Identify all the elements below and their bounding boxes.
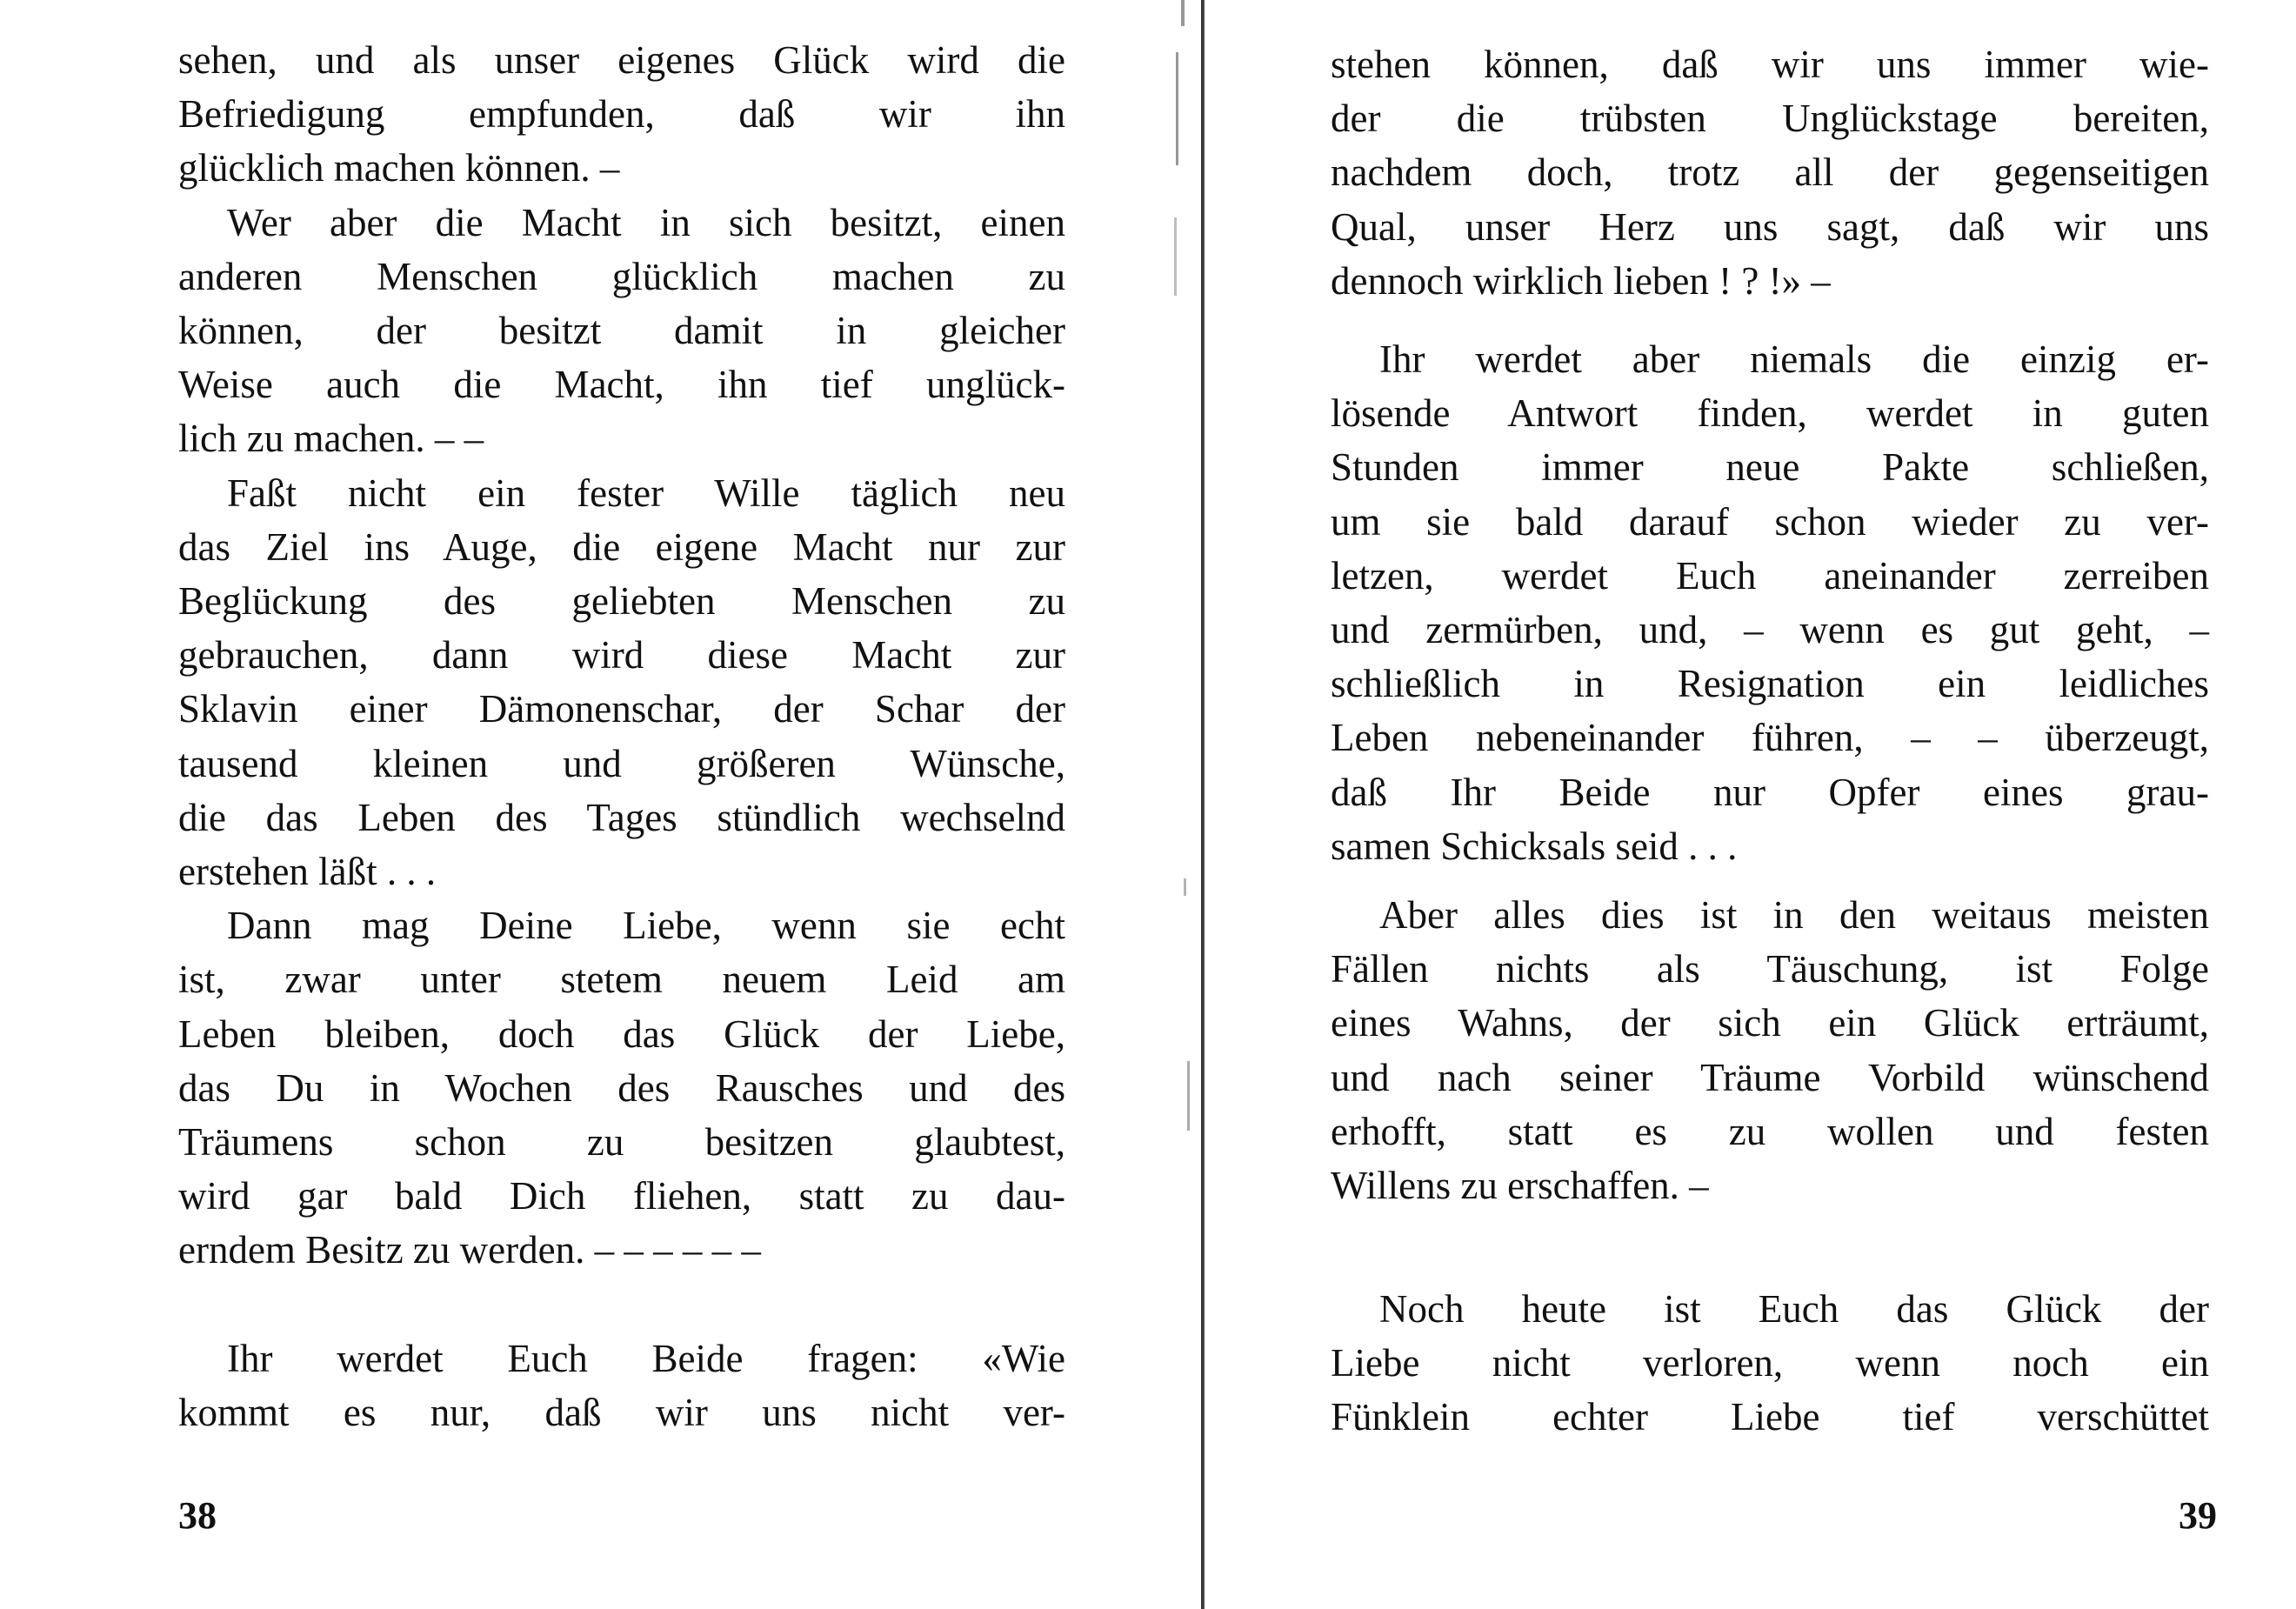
page-number: 39 <box>2179 1494 2217 1537</box>
text-line: erndem Besitz zu werden. – – – – – – <box>178 1228 761 1272</box>
text-line: Fünklein echter Liebe tief verschüttet <box>1331 1395 2209 1439</box>
text-line: kommt es nur, daß wir uns nicht ver- <box>178 1390 1065 1434</box>
text-line: lösende Antwort finden, werdet in guten <box>1331 391 2209 436</box>
right-page <box>1200 0 2296 1609</box>
text-line: das Ziel ins Auge, die eigene Macht nur zur <box>178 524 1065 569</box>
text-line: letzen, werdet Euch aneinander zerreiben <box>1331 553 2209 598</box>
gutter-shadow <box>1187 1061 1190 1131</box>
right-page-paragraph <box>1331 37 2209 308</box>
text-line: das Du in Wochen des Rausches und des <box>178 1065 1065 1110</box>
text-line: Willens zu erschaffen. – <box>1331 1164 1709 1208</box>
text-line: der die trübsten Unglückstage bereiten, <box>1331 97 2209 141</box>
text-line: Leben bleiben, doch das Glück der Liebe, <box>178 1011 1065 1056</box>
text-line: lich zu machen. – – <box>178 417 484 461</box>
right-page-paragraph <box>1331 1282 2209 1445</box>
text-line: Stunden immer neue Pakte schließen, <box>1331 445 2209 490</box>
text-line: Weise auch die Macht, ihn tief unglück- <box>178 363 1065 407</box>
text-line: Ihr werdet aber niemals die einzig er- <box>1379 337 2209 381</box>
text-line: und zermürben, und, – wenn es gut geht, – <box>1331 608 2209 652</box>
text-line: anderen Menschen glücklich machen zu <box>178 254 1065 298</box>
text-line: daß Ihr Beide nur Opfer eines grau- <box>1331 770 2209 814</box>
text-line: Ihr werdet Euch Beide fragen: «Wie <box>227 1336 1065 1380</box>
text-line: erstehen läßt . . . <box>178 850 437 894</box>
text-line: Dann mag Deine Liebe, wenn sie echt <box>227 904 1065 948</box>
text-line: Leben nebeneinander führen, – – überzeugt, <box>1331 716 2209 760</box>
text-line: Befriedigung empfunden, daß wir ihn <box>178 92 1065 137</box>
text-line: Beglückung des geliebten Menschen zu <box>178 579 1065 624</box>
text-line: Träumens schon zu besitzen glaubtest, <box>178 1120 1065 1165</box>
text-line: Noch heute ist Euch das Glück der <box>1379 1287 2209 1331</box>
text-line: Sklavin einer Dämonenschar, der Schar der <box>178 687 1065 731</box>
text-line: erhofft, statt es zu wollen und festen <box>1331 1109 2209 1153</box>
text-line: die das Leben des Tages stündlich wechselnd <box>178 795 1065 839</box>
text-line: samen Schicksals seid . . . <box>1331 824 1738 868</box>
text-line: wird gar bald Dich fliehen, statt zu dau- <box>178 1174 1065 1218</box>
text-line: ist, zwar unter stetem neuem Leid am <box>178 958 1065 1002</box>
text-line: Aber alles dies ist in den weitaus meisten <box>1379 893 2209 937</box>
text-line: stehen können, daß wir uns immer wie- <box>1331 43 2209 86</box>
text-line: Wer aber die Macht in sich besitzt, einen <box>227 200 1065 244</box>
text-line: schließlich in Resignation ein leidliches <box>1331 662 2209 706</box>
text-line: Liebe nicht verloren, wenn noch ein <box>1331 1341 2209 1385</box>
right-page-paragraph <box>1331 332 2209 873</box>
text-line: eines Wahns, der sich ein Glück erträumt, <box>1331 1001 2209 1045</box>
paragraph-gap <box>178 1278 1065 1332</box>
left-page-body <box>178 33 1065 1439</box>
text-line: können, der besitzt damit in gleicher <box>178 309 1065 353</box>
text-line: Fällen nichts als Täuschung, ist Folge <box>1331 947 2209 991</box>
text-line: tausend kleinen und größeren Wünsche, <box>178 741 1065 785</box>
text-line: dennoch wirklich lieben ! ? !» – <box>1331 258 1831 303</box>
text-line: um sie bald darauf schon wieder zu ver- <box>1331 499 2209 544</box>
text-line: Faßt nicht ein fester Wille täglich neu <box>227 471 1065 515</box>
text-line: glücklich machen können. – <box>178 146 620 190</box>
gutter-shadow <box>1181 0 1185 26</box>
text-line: nachdem doch, trotz all der gegenseitigen <box>1331 150 2209 195</box>
gutter-shadow <box>1176 52 1178 165</box>
text-line: Qual, unser Herz uns sagt, daß wir uns <box>1331 204 2209 249</box>
page-number: 38 <box>178 1494 217 1537</box>
text-line: sehen, und als unser eigenes Glück wird die <box>178 38 1065 82</box>
text-line: gebrauchen, dann wird diese Macht zur <box>178 633 1065 678</box>
gutter-shadow <box>1174 217 1177 296</box>
gutter-shadow <box>1184 878 1186 896</box>
text-line: und nach seiner Träume Vorbild wünschend <box>1331 1055 2209 1099</box>
right-page-paragraph <box>1331 888 2209 1212</box>
